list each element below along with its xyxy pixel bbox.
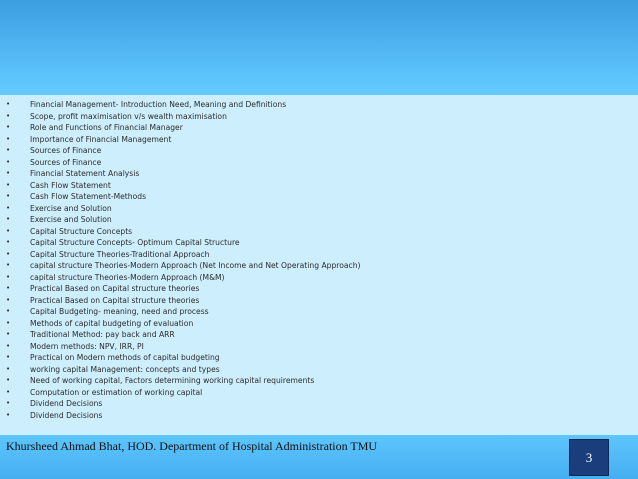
topic-text: Dividend Decisions	[30, 410, 103, 420]
topic-list-item	[6, 260, 626, 272]
bullet-dot-icon: •	[6, 157, 11, 166]
bullet-dot-icon: •	[6, 353, 11, 361]
topic-list-item	[6, 203, 626, 215]
topic-text: Exercise and Solution	[30, 203, 112, 213]
bullet-dot-icon: •	[6, 100, 11, 108]
topic-list-item	[6, 111, 626, 123]
footer-author-text: Khursheed Ahmad Bhat, HOD. Department of Hospital Administration TMU	[6, 439, 378, 453]
bullet-dot-icon: •	[6, 318, 11, 327]
topic-list-item	[6, 99, 626, 111]
bullet-dot-icon: •	[6, 387, 11, 396]
topic-text: Scope, profit maximisation v/s wealth maximisation	[30, 111, 227, 121]
topic-text: capital structure Theories-Modern Approach (Net Income and Net Operating Approach)	[30, 261, 361, 270]
bullet-dot-icon: •	[6, 410, 11, 419]
topic-list-item	[6, 318, 626, 330]
topic-text: Capital Structure Theories-Traditional Approach	[30, 249, 210, 259]
topic-text: Exercise and Solution	[30, 215, 112, 224]
page-number-badge: 3	[569, 439, 609, 476]
topic-text: Cash Flow Statement-Methods	[30, 192, 147, 201]
bullet-dot-icon: •	[6, 284, 11, 292]
bullet-dot-icon: •	[6, 134, 11, 143]
topic-list-item	[6, 191, 626, 203]
topic-text: Practical Based on Capital structure theories	[30, 284, 200, 293]
bullet-dot-icon: •	[6, 169, 11, 177]
topic-list-item	[6, 122, 626, 134]
topic-list-item	[6, 306, 626, 318]
bullet-dot-icon: •	[6, 146, 11, 154]
topic-list-item	[6, 145, 626, 157]
topic-text: Methods of capital budgeting of evaluation	[30, 318, 194, 328]
bullet-dot-icon: •	[6, 226, 11, 235]
topic-text: Capital Budgeting- meaning, need and process	[30, 307, 209, 316]
bullet-dot-icon: •	[6, 295, 11, 304]
slide-footer	[0, 435, 638, 479]
topic-text: Financial Management- Introduction Need, Meaning and Definitions	[30, 100, 287, 109]
topic-text: Financial Statement Analysis	[30, 169, 140, 178]
topic-text: Dividend Decisions	[30, 399, 103, 408]
topic-text: capital structure Theories-Modern Approach (M&M)	[30, 272, 225, 282]
topic-text: Traditional Method: pay back and ARR	[30, 330, 175, 339]
topic-list	[6, 99, 626, 421]
topic-text: Cash Flow Statement	[30, 180, 111, 190]
bullet-dot-icon: •	[6, 249, 11, 258]
topic-text: Modern methods: NPV, IRR, PI	[30, 341, 144, 351]
bullet-dot-icon: •	[6, 192, 11, 200]
bullet-dot-icon: •	[6, 399, 11, 407]
bullet-dot-icon: •	[6, 123, 11, 131]
topic-list-item	[6, 157, 626, 169]
topic-list-item	[6, 249, 626, 261]
bullet-dot-icon: •	[6, 376, 11, 384]
topic-list-item	[6, 329, 626, 341]
bullet-dot-icon: •	[6, 307, 11, 315]
topic-text: Capital Structure Concepts- Optimum Capital Structure	[30, 238, 240, 247]
bullet-dot-icon: •	[6, 272, 11, 281]
bullet-dot-icon: •	[6, 238, 11, 246]
topic-list-item	[6, 168, 626, 180]
topic-text: Computation or estimation of working capital	[30, 387, 203, 397]
slide-header-band	[0, 0, 638, 95]
bullet-dot-icon: •	[6, 341, 11, 350]
topic-text: Practical on Modern methods of capital budgeting	[30, 353, 220, 362]
topic-list-item	[6, 295, 626, 307]
bullet-dot-icon: •	[6, 364, 11, 373]
slide-content	[0, 95, 638, 435]
bullet-dot-icon: •	[6, 180, 11, 189]
topic-list-item	[6, 375, 626, 387]
bullet-dot-icon: •	[6, 215, 11, 223]
topic-text: Role and Functions of Financial Manager	[30, 123, 183, 132]
topic-text: Need of working capital, Factors determining working capital requirements	[30, 376, 315, 385]
topic-text: working capital Management: concepts and types	[30, 364, 220, 374]
topic-list-item	[6, 180, 626, 192]
topic-text: Sources of Finance	[30, 157, 102, 167]
topic-list-item	[6, 237, 626, 249]
topic-list-item	[6, 214, 626, 226]
topic-list-item	[6, 134, 626, 146]
topic-list-item	[6, 364, 626, 376]
topic-list-item	[6, 352, 626, 364]
topic-list-item	[6, 398, 626, 410]
topic-list-item	[6, 341, 626, 353]
topic-list-item	[6, 283, 626, 295]
bullet-dot-icon: •	[6, 330, 11, 338]
topic-text: Sources of Finance	[30, 146, 102, 155]
topic-list-item	[6, 272, 626, 284]
topic-list-item	[6, 410, 626, 422]
topic-list-item	[6, 387, 626, 399]
topic-text: Capital Structure Concepts	[30, 226, 133, 236]
topic-list-item	[6, 226, 626, 238]
bullet-dot-icon: •	[6, 203, 11, 212]
bullet-dot-icon: •	[6, 111, 11, 120]
topic-text: Importance of Financial Management	[30, 134, 172, 144]
bullet-dot-icon: •	[6, 261, 11, 269]
topic-text: Practical Based on Capital structure theories	[30, 295, 200, 305]
